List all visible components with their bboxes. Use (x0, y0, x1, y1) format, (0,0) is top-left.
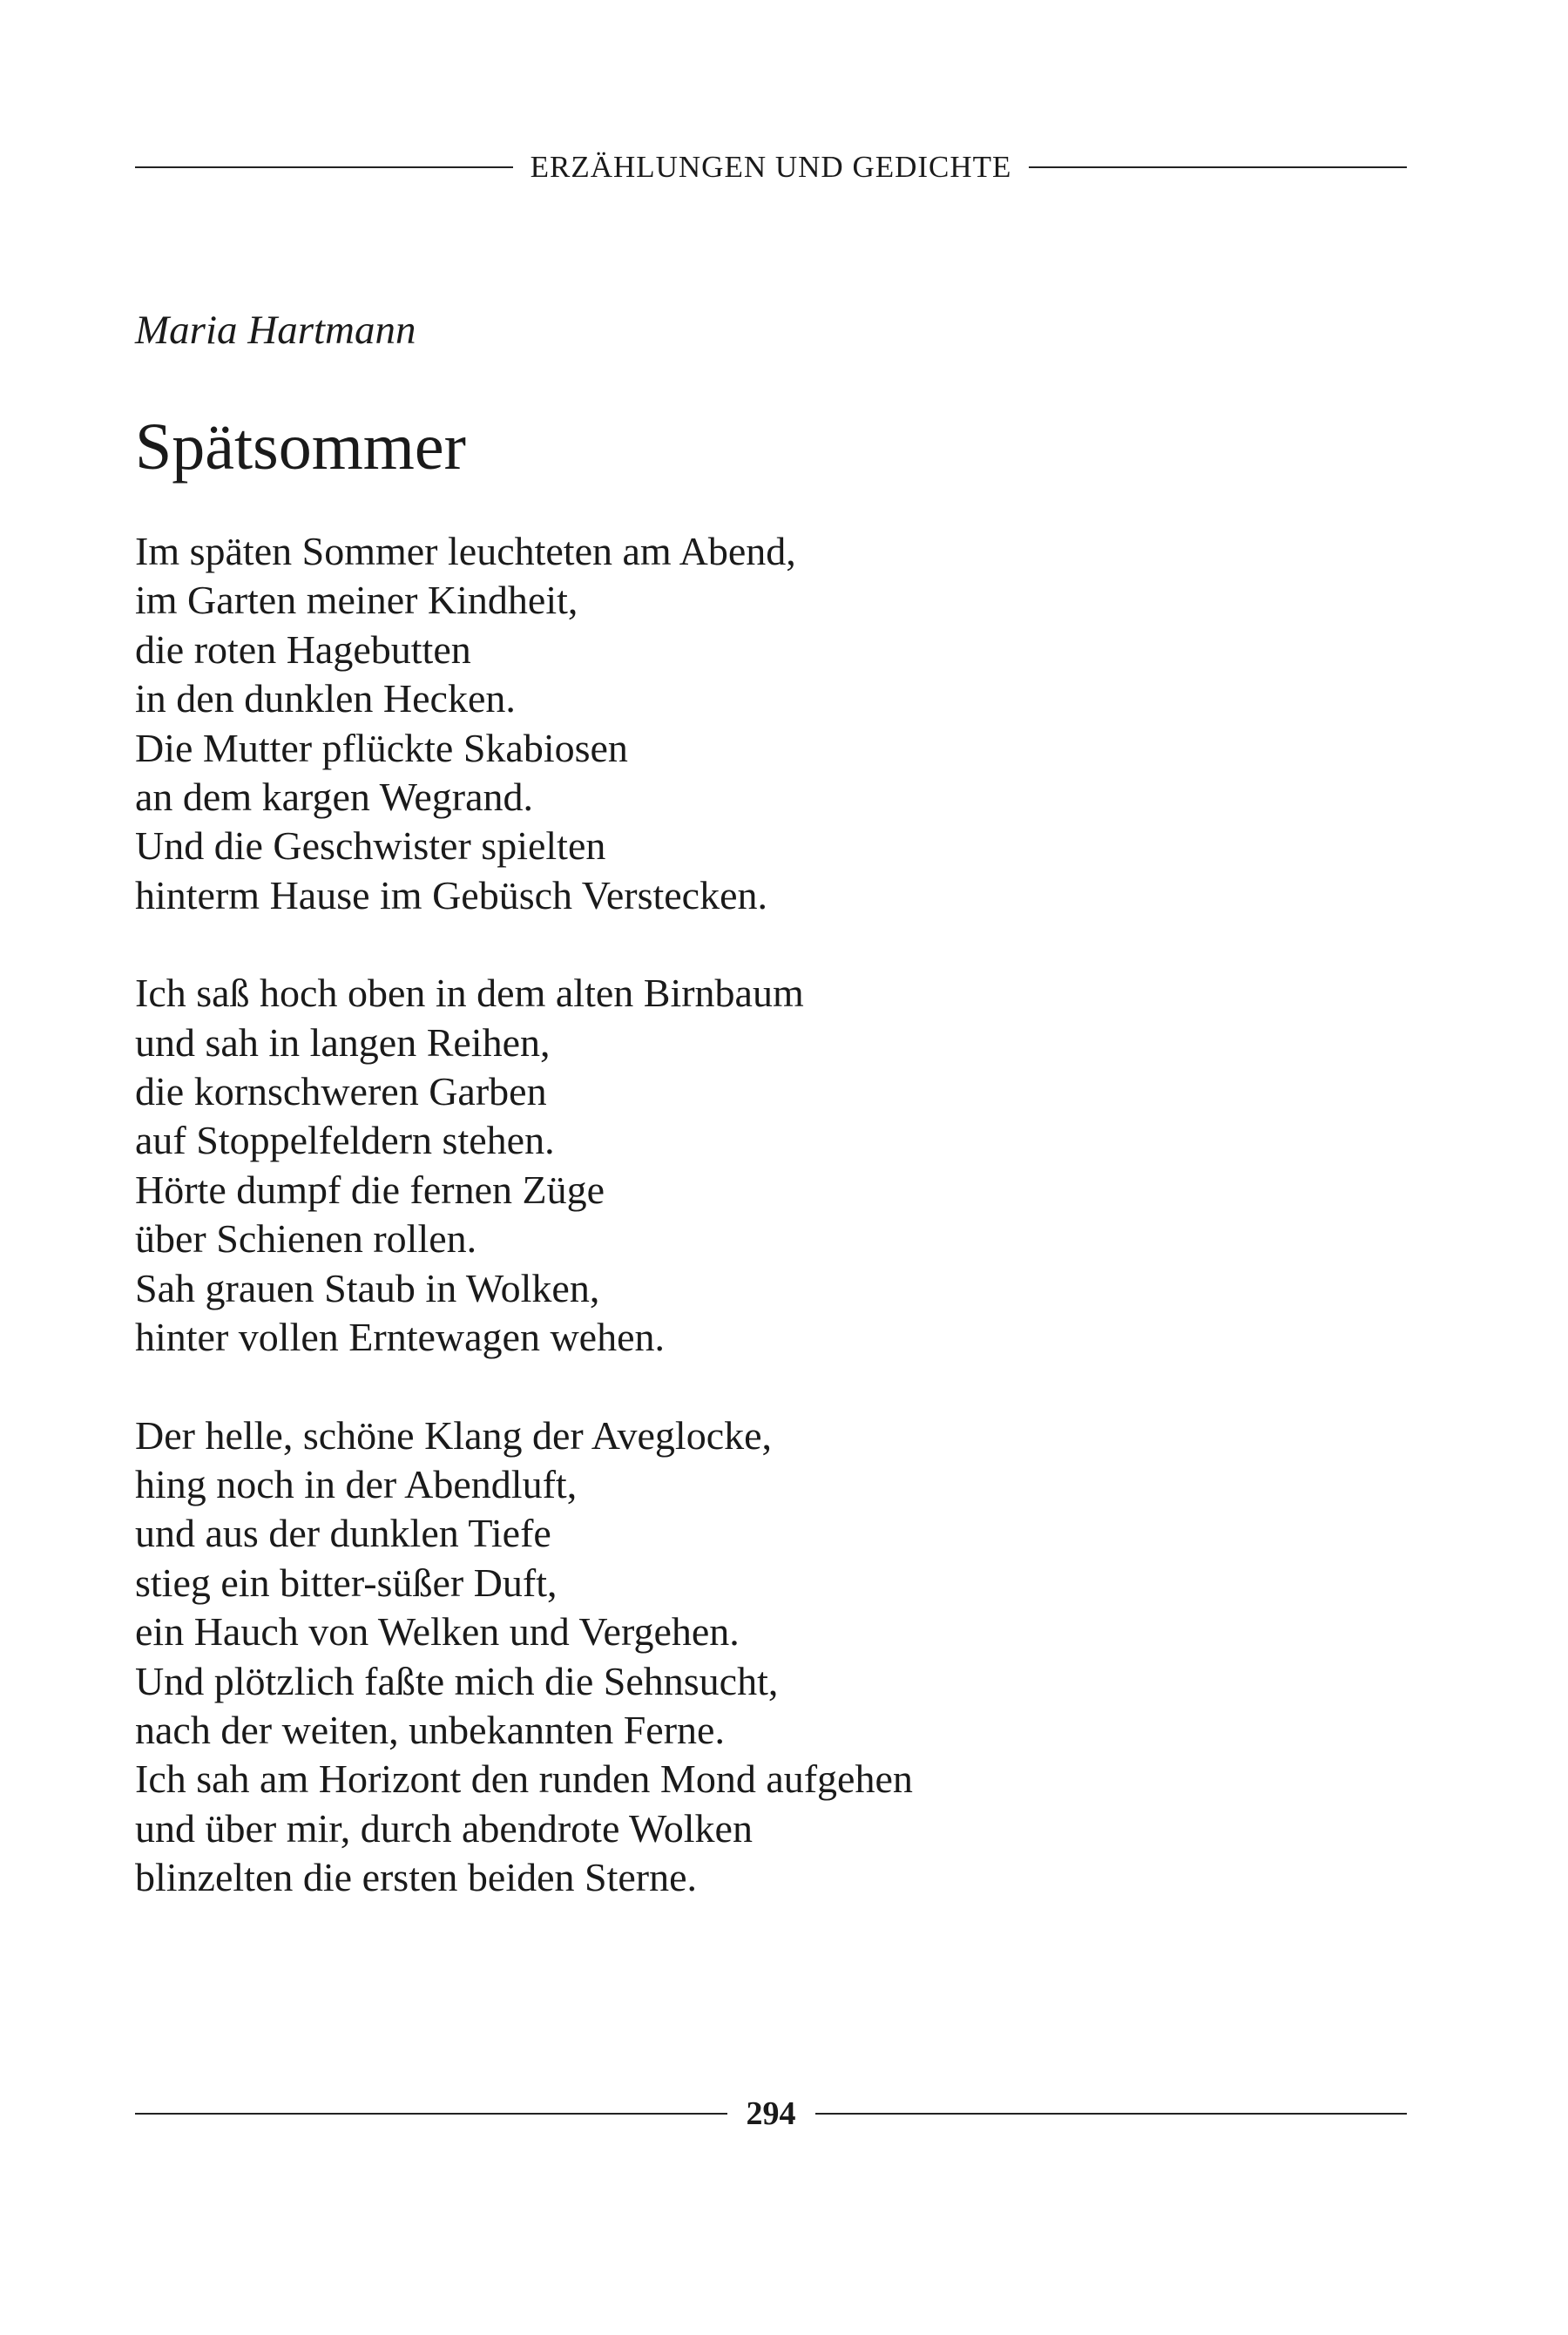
stanza-1 (135, 527, 1407, 920)
poem-title: Spätsommer (135, 410, 466, 484)
poem-line: Ich saß hoch oben in dem alten Birnbaum (135, 971, 804, 1016)
stanza-3 (135, 1411, 1407, 1903)
poem-line: auf Stoppelfeldern stehen. (135, 1118, 555, 1163)
page-number: 294 (746, 2095, 796, 2132)
poem-line: hinter vollen Erntewagen wehen. (135, 1315, 665, 1360)
poem-line: ein Hauch von Welken und Vergehen. (135, 1609, 740, 1655)
poem-line: stieg ein bitter-süßer Duft, (135, 1560, 558, 1605)
stanza-2 (135, 969, 1407, 1362)
poem-author: Maria Hartmann (135, 308, 416, 353)
poem-line: Die Mutter pflückte Skabiosen (135, 725, 628, 770)
poem-line: Der helle, schöne Klang der Aveglocke, (135, 1412, 773, 1458)
poem-body (135, 527, 1407, 1952)
poem-line: Sah grauen Staub in Wolken, (135, 1265, 600, 1310)
poem-line: nach der weiten, unbekannten Ferne. (135, 1707, 725, 1752)
poem-line: in den dunklen Hecken. (135, 676, 516, 721)
poem-line: über Schienen rollen. (135, 1216, 477, 1262)
poem-line: und sah in langen Reihen, (135, 1019, 551, 1065)
header-rule-left (135, 166, 513, 168)
poem-line: die roten Hagebutten (135, 626, 471, 672)
poem-line: die kornschweren Garben (135, 1069, 547, 1114)
poem-line: hing noch in der Abendluft, (135, 1461, 578, 1506)
poem-line: und aus der dunklen Tiefe (135, 1511, 551, 1556)
poem-line: Hörte dumpf die fernen Züge (135, 1167, 605, 1212)
poem-line: Im späten Sommer leuchteten am Abend, (135, 529, 796, 573)
page-footer (135, 2095, 1407, 2133)
poem-line: Und die Geschwister spielten (135, 823, 606, 869)
footer-rule-right (815, 2113, 1408, 2115)
poem-line: Und plötzlich faßte mich die Sehnsucht, (135, 1658, 779, 1703)
poem-line: Ich sah am Horizont den runden Mond aufgehen (135, 1756, 913, 1802)
poem-line: hinterm Hause im Gebüsch Verstecken. (135, 872, 768, 917)
header-rule-right (1029, 166, 1407, 168)
poem-line: an dem kargen Wegrand. (135, 775, 533, 820)
poem-line: blinzelten die ersten beiden Sterne. (135, 1855, 698, 1900)
running-title: ERZÄHLUNGEN UND GEDICHTE (530, 150, 1012, 184)
poem-line: im Garten meiner Kindheit, (135, 578, 578, 623)
poem-line: und über mir, durch abendrote Wolken (135, 1805, 753, 1851)
footer-rule-left (135, 2113, 727, 2115)
running-header (135, 150, 1407, 185)
